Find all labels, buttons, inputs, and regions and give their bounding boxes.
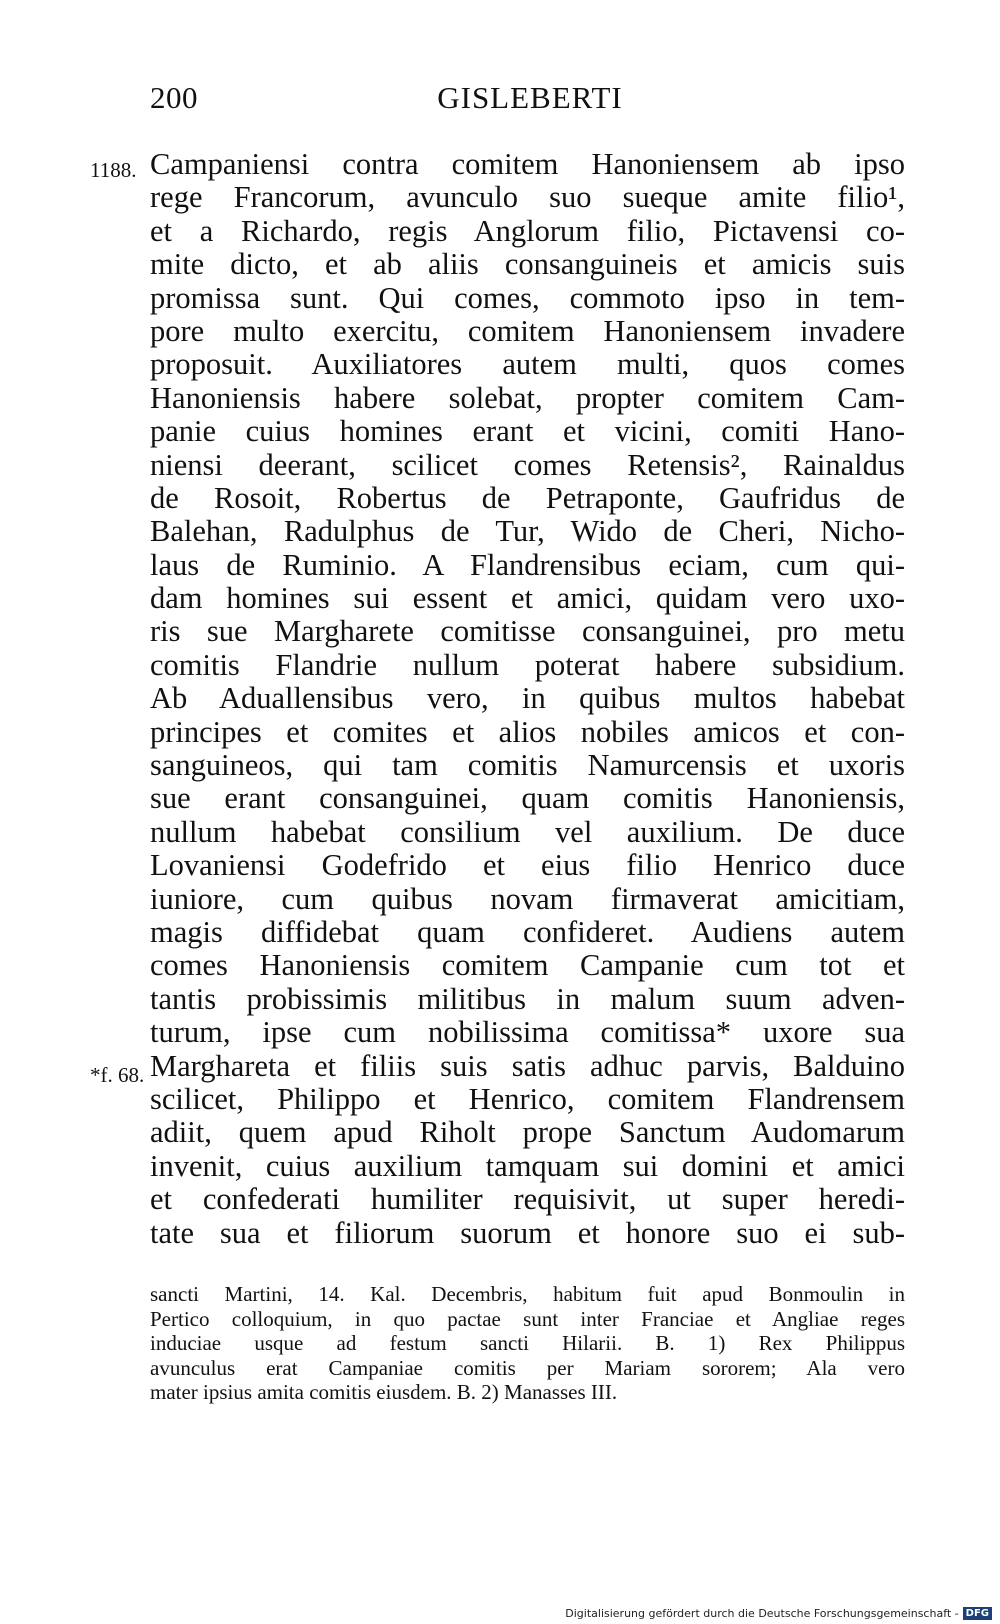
text-line: adiit, quem apud Riholt prope Sanctum Audomarum <box>150 1116 905 1150</box>
text-line: sanguineos, qui tam comitis Namurcensis et uxoris <box>150 749 905 783</box>
text-line: Campaniensi contra comitem Hanoniensem ab ipso <box>150 148 905 181</box>
text-line: ris sue Margharete comitisse consanguinei, pro metu <box>150 615 905 649</box>
text-line: pore multo exercitu, comitem Hanoniensem invadere <box>150 314 905 348</box>
text-line: Margharetа et filiis suis satis adhuc parvis, Balduino <box>150 1049 905 1083</box>
text-line: et confederati humiliter requisivit, ut super heredi- <box>150 1183 905 1217</box>
text-line: proposuit. Auxiliatores autem multi, quos comes <box>150 348 905 382</box>
text-line: principes et comites et alios nobiles amicos et con- <box>150 715 905 749</box>
footnote-line: avunculus erat Campaniae comitis per Mariam sororem; Ala vero <box>150 1355 905 1380</box>
footnote-line: induciae usque ad festum sancti Hilarii. B. 1) Rex Philippus <box>150 1331 905 1355</box>
footnote-line: mater ipsius amita comitis eiusdem. B. 2) Manasses III. <box>150 1380 618 1404</box>
footnotes <box>150 1282 905 1405</box>
text-line: promissa sunt. Qui comes, commoto ipso in tem- <box>150 281 905 315</box>
text-line: niensi deerant, scilicet comes Retensis², Rainaldus <box>150 448 905 482</box>
text-line: nullum habebat consilium vel auxilium. De duce <box>150 815 905 849</box>
text-line: panie cuius homines erant et vicini, comiti Hano- <box>150 415 905 449</box>
text-line: Balehan, Radulphus de Tur, Wido de Cheri, Nicho- <box>150 515 905 549</box>
text-line: sue erant consanguinei, quam comitis Hanoniensis, <box>150 782 905 816</box>
text-line: et a Richardo, regis Anglorum filio, Pictavensi co- <box>150 214 905 248</box>
text-line: mite dicto, et ab aliis consanguineis et amicis suis <box>150 248 905 282</box>
text-line: comitis Flandrie nullum poterat habere subsidium. <box>150 648 905 682</box>
digitization-credit-text: Digitalisierung gefördert durch die Deutsche Forschungsgemeinschaft - <box>565 1607 959 1620</box>
margin-folio: *f. 68. <box>90 1063 145 1087</box>
page-number: 200 <box>150 80 198 115</box>
text-line: tate sua et filiorum suorum et honore suo ei sub- <box>150 1216 905 1250</box>
dfg-logo: DFG <box>963 1607 992 1620</box>
text-line: magis diffidebat quam confideret. Audiens autem <box>150 915 905 949</box>
page-header <box>150 80 910 120</box>
text-line: scilicet, Philippo et Henrico, comitem Flandrensem <box>150 1082 905 1116</box>
body-text <box>150 148 905 1250</box>
text-line: rege Francorum, avunculo suo sueque amite filio¹, <box>150 181 905 215</box>
text-line: turum, ipse cum nobilissima comitissa* uxore sua <box>150 1016 905 1050</box>
text-line: iuniore, cum quibus novam firmaverat amicitiam, <box>150 882 905 916</box>
text-line: Hanoniensis habere solebat, propter comitem Cam- <box>150 381 905 415</box>
running-title: GISLEBERTI <box>437 80 623 115</box>
text-line: dam homines sui essent et amici, quidam vero uxo- <box>150 582 905 616</box>
text-line: tantis probissimis militibus in malum suum adven- <box>150 982 905 1016</box>
text-line: Lovaniensi Godefrido et eius filio Henrico duce <box>150 849 905 883</box>
margin-year: 1188. <box>90 158 137 182</box>
text-line: invenit, cuius auxilium tamquam sui domini et amici <box>150 1149 905 1183</box>
text-line: comes Hanoniensis comitem Campanie cum tot et <box>150 949 905 983</box>
text-line: de Rosoit, Robertus de Petraponte, Gaufridus de <box>150 481 905 515</box>
text-line: Ab Aduallensibus vero, in quibus multos habebat <box>150 682 905 716</box>
digitization-credit <box>565 1607 992 1620</box>
footnote-line: sancti Martini, 14. Kal. Decembris, habitum fuit apud Bonmoulin in <box>150 1282 905 1306</box>
text-line: laus de Ruminio. A Flandrensibus eciam, cum qui- <box>150 548 905 582</box>
footnote-line: Pertico colloquium, in quo pactae sunt inter Franciae et Angliae reges <box>150 1306 905 1331</box>
